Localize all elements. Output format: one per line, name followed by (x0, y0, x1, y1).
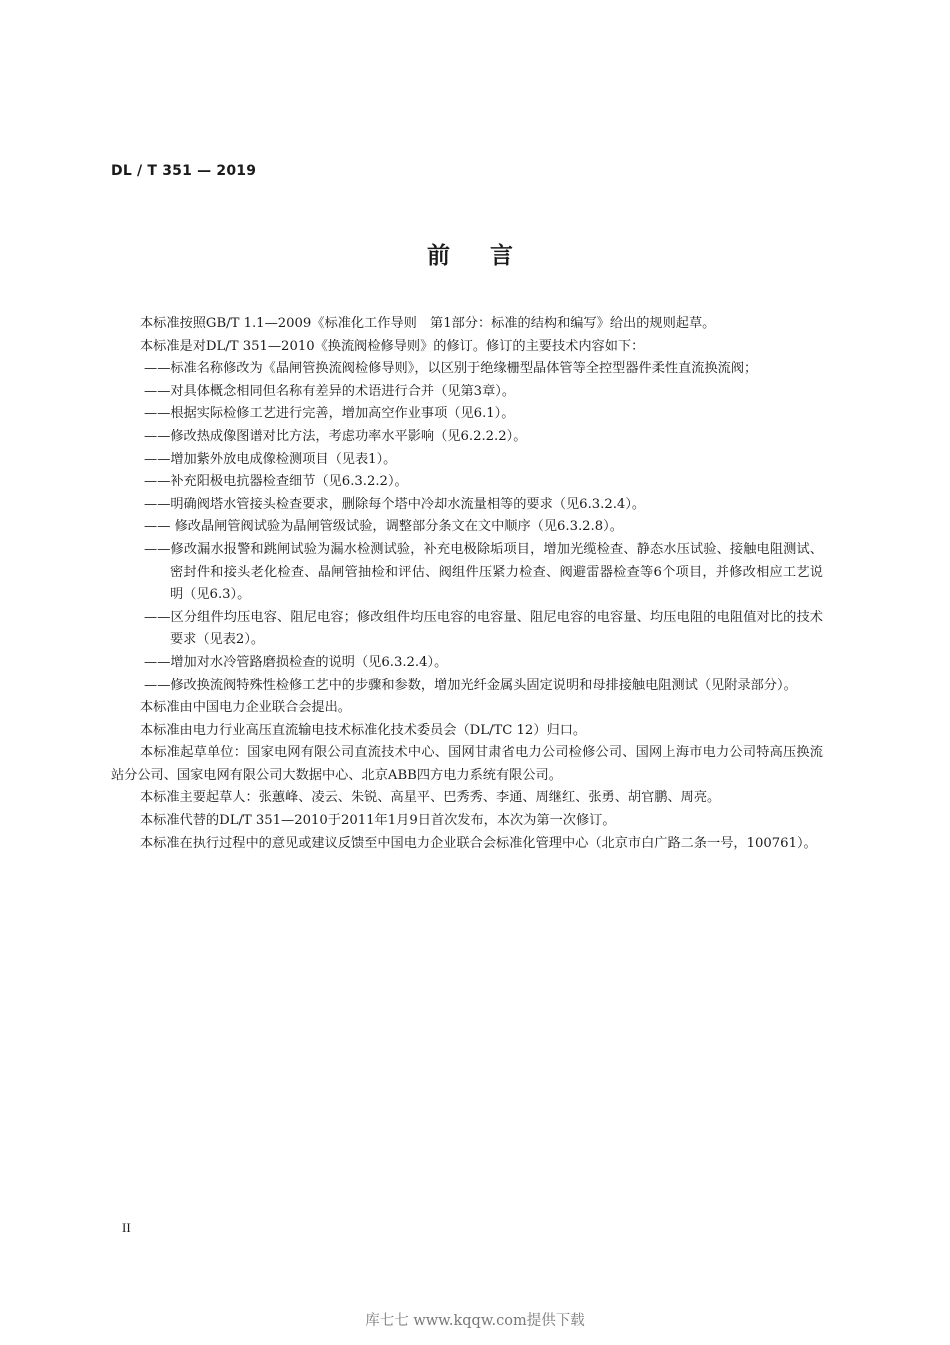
revision-item: ——区分组件均压电容、阻尼电容；修改组件均压电容的电容量、阻尼电容的电容量、均压电阻的电阻值对比的技术要求（见表2）。 (144, 609, 823, 648)
paragraph: 本标准代替的DL/T 351—2010于2011年1月9日首次发布，本次为第一次修订。 (140, 813, 616, 829)
revision-item: ——修改换流阀特殊性检修工艺中的步骤和参数，增加光纤金属头固定说明和母排接触电阻测试（见附录部分）。 (144, 677, 797, 693)
revision-item: ——对具体概念相同但名称有差异的术语进行合并（见第3章）。 (144, 383, 516, 399)
paragraph: 本标准是对DL/T 351—2010《换流阀检修导则》的修订。修订的主要技术内容如下： (140, 338, 645, 354)
page-number: II (122, 1220, 131, 1235)
revision-item: ——补充阳极电抗器检查细节（见6.3.2.2）。 (144, 474, 408, 490)
revision-item: ——修改漏水报警和跳闸试验为漏水检测试验，补充电极除垢项目，增加光缆检查、静态水压试验、接触电阻测试、密封件和接头老化检查、晶闸管抽检和评估、阀组件压紧力检查、阀避雷器检查等6个项目，并修改相应工艺说明（见6.3）。 (144, 541, 823, 603)
page-title: 前言 (427, 242, 553, 269)
revision-item: ——修改热成像图谱对比方法，考虑功率水平影响（见6.2.2.2）。 (144, 428, 527, 444)
revision-item: ——根据实际检修工艺进行完善，增加高空作业事项（见6.1）。 (144, 406, 515, 422)
foreword-body (111, 313, 823, 855)
revision-item: ——增加对水冷管路磨损检查的说明（见6.3.2.4）。 (144, 654, 448, 670)
revision-item: ——明确阀塔水管接头检查要求，删除每个塔中冷却水流量相等的要求（见6.3.2.4）。 (144, 496, 646, 512)
paragraph: 本标准主要起草人：张蕙峰、凌云、朱锐、高星平、巴秀秀、李通、周继红、张勇、胡官鹏、周亮。 (140, 790, 721, 806)
download-watermark: 库七七 www.kqqw.com提供下载 (365, 1313, 585, 1329)
revision-item: ——标准名称修改为《晶闸管换流阀检修导则》，以区别于绝缘栅型晶体管等全控型器件柔性直流换流阀； (144, 361, 758, 377)
paragraph: 本标准由电力行业高压直流输电技术标准化技术委员会（DL/TC 12）归口。 (140, 722, 587, 738)
revision-item: —— 修改晶闸管阀试验为晶闸管级试验，调整部分条文在文中顺序（见6.3.2.8）。 (144, 519, 623, 535)
paragraph: 本标准由中国电力企业联合会提出。 (140, 700, 351, 716)
revision-item: ——增加紫外放电成像检测项目（见表1）。 (144, 451, 397, 467)
paragraph: 本标准在执行过程中的意见或建议反馈至中国电力企业联合会标准化管理中心（北京市白广路二条一号，100761）。 (140, 835, 817, 851)
paragraph: 本标准按照GB/T 1.1—2009《标准化工作导则 第1部分：标准的结构和编写》给出的规则起草。 (140, 316, 716, 331)
standard-code: DL / T 351 — 2019 (111, 163, 257, 179)
paragraph: 本标准起草单位：国家电网有限公司直流技术中心、国网甘肃省电力公司检修公司、国网上海市电力公司特高压换流站分公司、国家电网有限公司大数据中心、北京ABB四方电力系统有限公司。 (111, 745, 823, 783)
